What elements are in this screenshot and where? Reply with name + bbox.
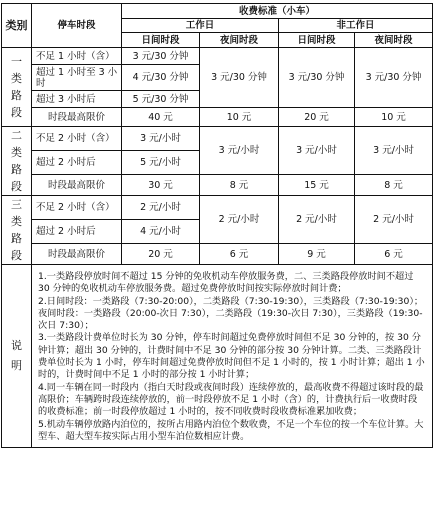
standard-header: 收费标准（小车） (122, 4, 433, 19)
workday-night-fee: 3 元/30 分钟 (200, 48, 279, 108)
max-price-label: 时段最高限价 (32, 175, 122, 196)
max-workday-day: 30 元 (122, 175, 200, 196)
workday-day-fee: 5 元/30 分钟 (122, 91, 200, 108)
workday-day-fee: 4 元/30 分钟 (122, 65, 200, 91)
nonworkday-night-fee: 3 元/小时 (355, 127, 433, 175)
category-header: 类别 (2, 4, 32, 48)
workday-day-fee: 3 元/小时 (122, 127, 200, 151)
nonworkday-night-header: 夜间时段 (355, 33, 433, 48)
period-label: 超过 3 小时后 (32, 91, 122, 108)
max-workday-day: 40 元 (122, 108, 200, 127)
max-workday-night: 6 元 (200, 244, 279, 265)
workday-day-header: 日间时段 (122, 33, 200, 48)
category-cell-3: 三 类 路 段 (2, 196, 32, 265)
category-cell-2: 二 类 路 段 (2, 127, 32, 196)
max-nonworkday-day: 20 元 (279, 108, 355, 127)
max-workday-night: 8 元 (200, 175, 279, 196)
period-label: 超过 1 小时至 3 小时 (32, 65, 122, 91)
nonworkday-day-header: 日间时段 (279, 33, 355, 48)
workday-day-fee: 5 元/小时 (122, 151, 200, 175)
note-item: 3.一类路段计费单位时长为 30 分钟，停车时间超过免费停放时间但不足 30 分钟的，按 30 分钟计算；超出 30 分钟的，计费时间中不足 30 分钟的部分按 30 分钟计算。二类、三类路段计费单位时长为 1 小时，停车时间超过免费停放时间但不足 1 小时的，按 1 小时计算；超出 1 小时的，计费时间中不足 1 小时的部分按 1 小时计算； (38, 332, 425, 381)
nonworkday-night-fee: 2 元/小时 (355, 196, 433, 244)
period-header: 停车时段 (32, 4, 122, 48)
nonworkday-day-fee: 3 元/小时 (279, 127, 355, 175)
max-nonworkday-day: 9 元 (279, 244, 355, 265)
note-item: 1.一类路段停放时间不超过 15 分钟的免收机动车停放服务费，二、三类路段停放时间不超过 30 分钟的免收机动车停放服务费。超过免费停放时间按实际停放时间计费； (38, 271, 414, 295)
period-label: 不足 2 小时（含） (32, 196, 122, 220)
max-nonworkday-night: 10 元 (355, 108, 433, 127)
period-label: 不足 2 小时（含） (32, 127, 122, 151)
nonworkday-day-fee: 3 元/30 分钟 (279, 48, 355, 108)
nonworkday-header: 非工作日 (279, 19, 433, 33)
parking-fee-table (1, 3, 433, 448)
period-label: 超过 2 小时后 (32, 220, 122, 244)
period-label: 不足 1 小时（含） (32, 48, 122, 65)
note-item: 2.日间时段：一类路段（7:30-20:00），二类路段（7:30-19:30），三类路段（7:30-19:30）；夜间时段：一类路段（20:00-次日 7:30），二类路段（19:30-次日 7:30），三类路段（19:30-次日 7:30）； (38, 295, 424, 332)
notes-label: 说 明 (2, 265, 32, 448)
category-cell-1: 一 类 路 段 (2, 48, 32, 127)
max-nonworkday-day: 15 元 (279, 175, 355, 196)
max-workday-day: 20 元 (122, 244, 200, 265)
workday-day-fee: 3 元/30 分钟 (122, 48, 200, 65)
workday-night-header: 夜间时段 (200, 33, 279, 48)
notes (32, 265, 433, 448)
note-item: 5.机动车辆停放路内泊位的，按所占用路内泊位个数收费，不足一个车位的按一个车位计算。大型车、超大型车按实际占用小型车泊位数相应计费。 (38, 418, 424, 442)
period-label: 超过 2 小时后 (32, 151, 122, 175)
workday-night-fee: 2 元/小时 (200, 196, 279, 244)
max-nonworkday-night: 6 元 (355, 244, 433, 265)
nonworkday-night-fee: 3 元/30 分钟 (355, 48, 433, 108)
max-price-label: 时段最高限价 (32, 108, 122, 127)
workday-day-fee: 4 元/小时 (122, 220, 200, 244)
max-workday-night: 10 元 (200, 108, 279, 127)
max-nonworkday-night: 8 元 (355, 175, 433, 196)
nonworkday-day-fee: 2 元/小时 (279, 196, 355, 244)
note-item: 4.同一车辆在同一时段内（指白天时段或夜间时段）连续停放的，最高收费不得超过该时段的最高限价；车辆跨时段连续停放的，前一时段停放不足 1 小时（含）的，计费执行后一收费时段的收费标准；前一时段停放超过 1 小时的，按不同收费时段收费标准累加收费； (38, 381, 424, 418)
max-price-label: 时段最高限价 (32, 244, 122, 265)
workday-day-fee: 2 元/小时 (122, 196, 200, 220)
workday-night-fee: 3 元/小时 (200, 127, 279, 175)
workday-header: 工作日 (122, 19, 279, 33)
